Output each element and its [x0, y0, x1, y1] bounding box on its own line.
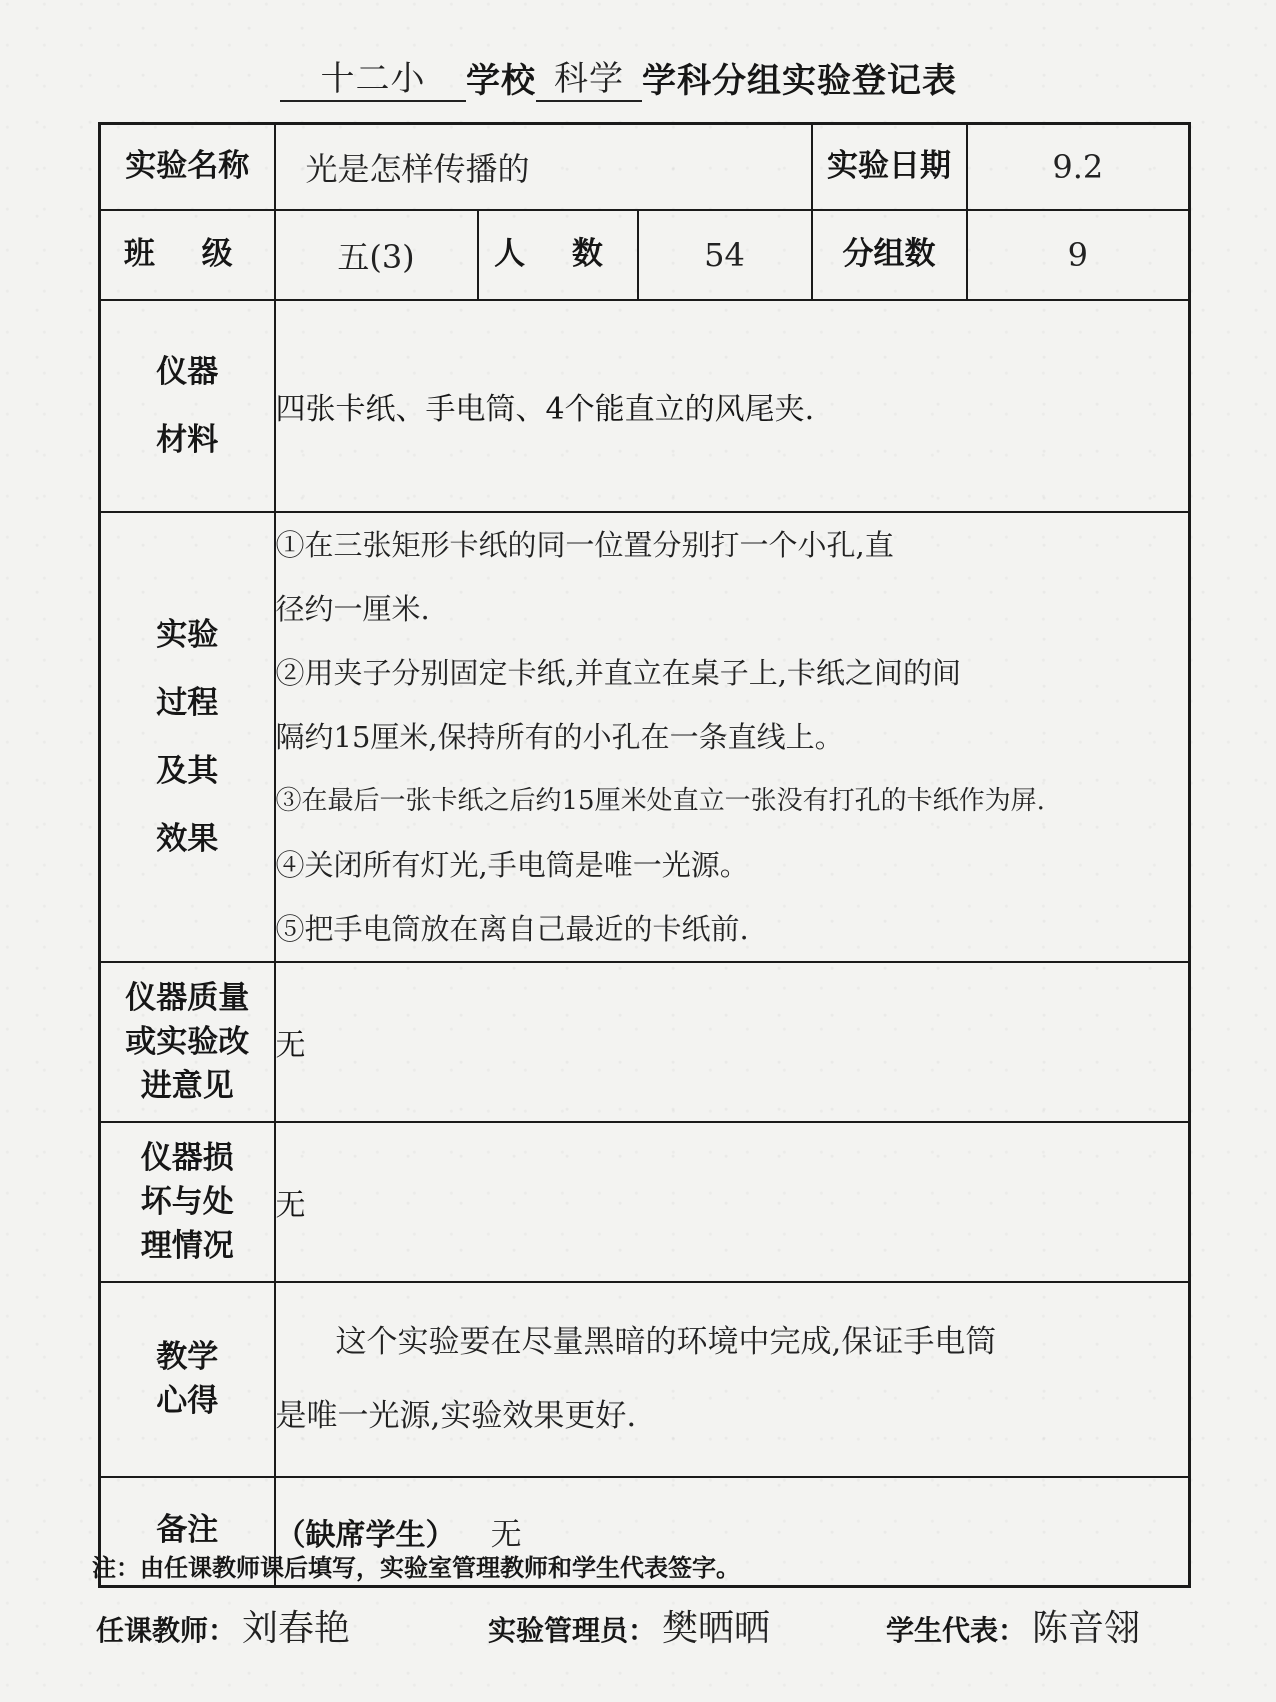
title-school-suffix: 学校: [466, 61, 536, 101]
label-damage: 仪器损坏与处理情况: [100, 1122, 275, 1282]
value-groups: 9: [967, 210, 1190, 300]
label-count: 人 数: [478, 210, 638, 300]
label-experiment-name: 实验名称: [100, 124, 275, 210]
row-process: [100, 512, 1190, 962]
row-class-count: [100, 210, 1190, 300]
row-reflection: [100, 1282, 1190, 1477]
form-title: [280, 42, 1040, 102]
student-signature: [886, 1600, 1140, 1651]
admin-label: 实验管理员：: [488, 1614, 657, 1647]
process-line: ⑤把手电筒放在离自己最近的卡纸前.: [275, 911, 749, 946]
value-class: 五(3): [275, 210, 478, 300]
value-count: 54: [638, 210, 812, 300]
row-name-date: [100, 124, 1190, 210]
label-experiment-date: 实验日期: [812, 124, 967, 210]
value-damage: 无: [275, 1122, 1190, 1282]
school-name-blank: 十二小: [280, 51, 466, 102]
row-equipment: [100, 300, 1190, 512]
signature-row: [96, 1600, 1216, 1670]
value-equipment: 四张卡纸、手电筒、4个能直立的风尾夹.: [275, 300, 1190, 512]
value-experiment-name: 光是怎样传播的: [275, 124, 812, 210]
label-groups: 分组数: [812, 210, 967, 300]
label-equipment: 仪器材料: [100, 300, 275, 512]
admin-name: 樊晒晒: [662, 1608, 771, 1649]
row-quality: [100, 962, 1190, 1122]
label-class: 班 级: [100, 210, 275, 300]
value-reflection: [275, 1282, 1190, 1477]
process-line: ①在三张矩形卡纸的同一位置分别打一个小孔,直: [275, 527, 894, 562]
reflection-line: 是唯一光源,实验效果更好.: [275, 1398, 637, 1434]
subject-blank: 科学: [536, 51, 642, 102]
reflection-line: 这个实验要在尽量黑暗的环境中完成,保证手电筒: [335, 1324, 997, 1360]
process-line: ②用夹子分别固定卡纸,并直立在桌子上,卡纸之间的间: [275, 655, 961, 690]
label-reflection: 教学心得: [100, 1282, 275, 1477]
label-remarks: 备注: [100, 1477, 275, 1587]
experiment-register-table: [98, 122, 1191, 1588]
process-line: ③在最后一张卡纸之后约15厘米处直立一张没有打孔的卡纸作为屏.: [275, 785, 1045, 816]
label-process: 实验过程及其效果: [100, 512, 275, 962]
student-name: 陈音翎: [1032, 1608, 1141, 1649]
label-absent-students: （缺席学生）: [275, 1517, 456, 1553]
teacher-label: 任课教师：: [96, 1614, 237, 1647]
process-line: 隔约15厘米,保持所有的小孔在一条直线上。: [275, 719, 844, 754]
teacher-name: 刘春艳: [242, 1608, 351, 1649]
value-quality: 无: [275, 962, 1190, 1122]
form-note: 注：由任课教师课后填写，实验室管理教师和学生代表签字。: [92, 1554, 740, 1582]
process-line: ④关闭所有灯光,手电筒是唯一光源。: [275, 847, 749, 882]
value-experiment-date: 9.2: [967, 124, 1190, 210]
label-quality: 仪器质量或实验改进意见: [100, 962, 275, 1122]
student-label: 学生代表：: [886, 1614, 1027, 1647]
value-process: [275, 512, 1190, 962]
admin-signature: [488, 1600, 770, 1651]
title-main: 学科分组实验登记表: [642, 61, 957, 101]
row-damage: [100, 1122, 1190, 1282]
teacher-signature: [96, 1600, 350, 1651]
value-absent-students: 无: [490, 1516, 522, 1553]
process-line: 径约一厘米.: [275, 591, 430, 626]
